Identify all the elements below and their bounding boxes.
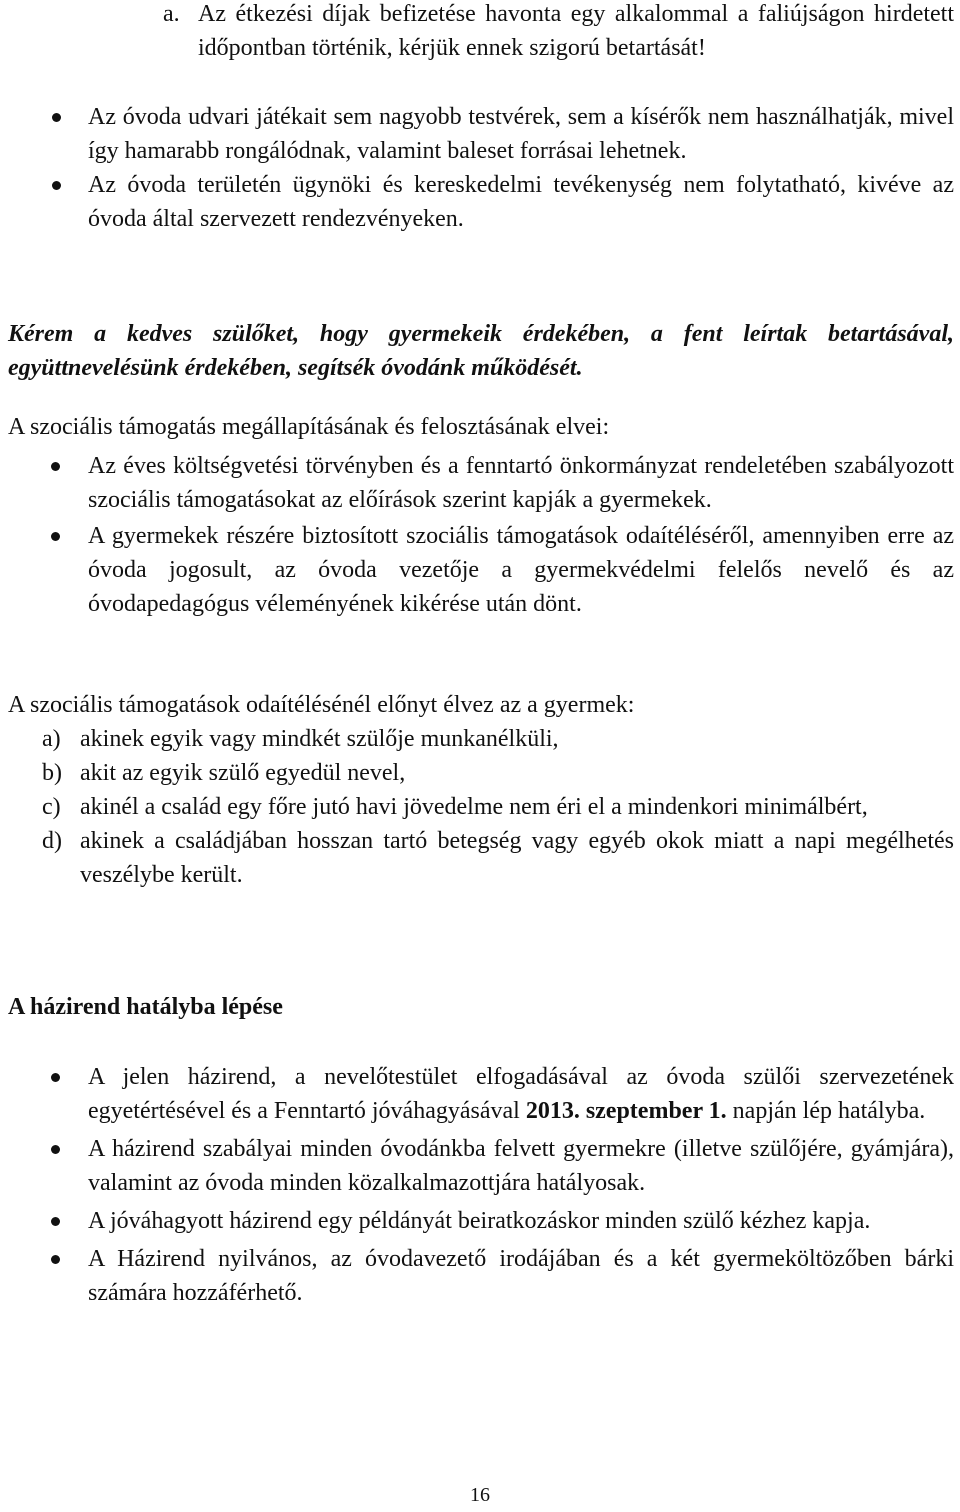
bullet-icon <box>52 181 61 190</box>
list-item-text-pre: A jelen házirend, a nevelőtestület elfogadásával az óvoda szülői szervezetének egyetértésével és a Fenntartó jóváhagyásával <box>88 1064 954 1124</box>
list-item <box>8 100 954 168</box>
list-item-text: Az óvoda udvari játékait sem nagyobb testvérek, sem a kísérők nem használhatják, mivel így hamarabb rongálódnak, valamint baleset forrásai lehetnek. <box>88 104 954 164</box>
list-item-text: A házirend szabályai minden óvodánkba felvett gyermekre (illetve szülőjére, gyámjára), valamint az óvoda minden közalkalmazottjára hatályosak. <box>88 1136 954 1196</box>
section-heading: A házirend hatályba lépése <box>8 994 283 1020</box>
bullet-icon <box>51 1255 60 1264</box>
list-item-text: Az éves költségvetési törvényben és a fenntartó önkormányzat rendeletében szabályozott szociális támogatásokat az előírások szerint kapják a gyermekek. <box>88 453 954 513</box>
bullet-icon <box>51 1217 60 1226</box>
list-item <box>8 168 954 236</box>
item-text: akinek egyik vagy mindkét szülője munkanélküli, <box>80 726 559 752</box>
item-text: akit az egyik szülő egyedül nevel, <box>80 760 406 786</box>
list-item-a <box>0 0 954 65</box>
bullet-icon <box>51 1073 60 1082</box>
list-item-text: A Házirend nyilvános, az óvodavezető irodájában és a két gyermeköltözőben bárki számára hozzáférhető. <box>88 1246 954 1306</box>
bullet-list-social-support <box>8 449 954 621</box>
bullet-icon <box>51 462 60 471</box>
priority-intro: A szociális támogatások odaítélésénél előnyt élvez az a gyermek: <box>8 692 635 718</box>
list-item <box>8 1060 954 1128</box>
bullet-list-rules <box>8 100 954 236</box>
priority-list <box>0 722 954 892</box>
item-label: a. <box>163 1 180 27</box>
item-label: a) <box>42 726 61 752</box>
item-text: Az étkezési díjak befizetése havonta egy alkalommal a faliújságon hirdetett időpontban történik, kérjük ennek szigorú betartását! <box>198 1 954 61</box>
item-label: d) <box>42 828 62 854</box>
bullet-icon <box>51 532 60 541</box>
priority-item-d <box>0 824 954 892</box>
bullet-icon <box>52 113 61 122</box>
effective-date: 2013. szeptember 1. <box>525 1098 727 1124</box>
list-item-text: Az óvoda területén ügynöki és kereskedelmi tevékenység nem folytatható, kivéve az óvoda által szervezett rendezvényeken. <box>88 172 954 232</box>
list-item <box>8 1132 954 1200</box>
priority-item-b <box>0 756 954 790</box>
list-item <box>8 449 954 517</box>
list-item-text: A gyermekek részére biztosított szociális támogatások odaítéléséről, amennyiben erre az óvoda jogosult, az óvoda vezetője a gyermekvédelmi felelős nevelő és az óvodapedagógus véleményének kikérése után dönt. <box>88 523 954 617</box>
priority-item-c <box>0 790 954 824</box>
parent-request-paragraph: Kérem a kedves szülőket, hogy gyermekeik érdekében, a fent leírtak betartásával, együttnevelésünk érdekében, segítsék óvodánk működését. <box>8 321 954 381</box>
item-label: b) <box>42 760 62 786</box>
list-item <box>8 519 954 621</box>
list-item-text: A jóváhagyott házirend egy példányát beiratkozáskor minden szülő kézhez kapja. <box>88 1208 871 1234</box>
item-text: akinél a család egy főre jutó havi jövedelme nem éri el a mindenkori minimálbért, <box>80 794 868 820</box>
list-item <box>8 1204 954 1238</box>
bullet-list-effective-date <box>8 1060 954 1310</box>
priority-item-a <box>0 722 954 756</box>
list-item-text-post: napján lép hatályba. <box>726 1098 926 1124</box>
social-support-intro: A szociális támogatás megállapításának és felosztásának elvei: <box>8 414 610 440</box>
bullet-icon <box>51 1145 60 1154</box>
page-number: 16 <box>470 1484 490 1506</box>
list-item <box>8 1242 954 1310</box>
item-text: akinek a családjában hosszan tartó betegség vagy egyéb okok miatt a napi megélhetés veszélybe került. <box>80 828 954 888</box>
item-label: c) <box>42 794 61 820</box>
